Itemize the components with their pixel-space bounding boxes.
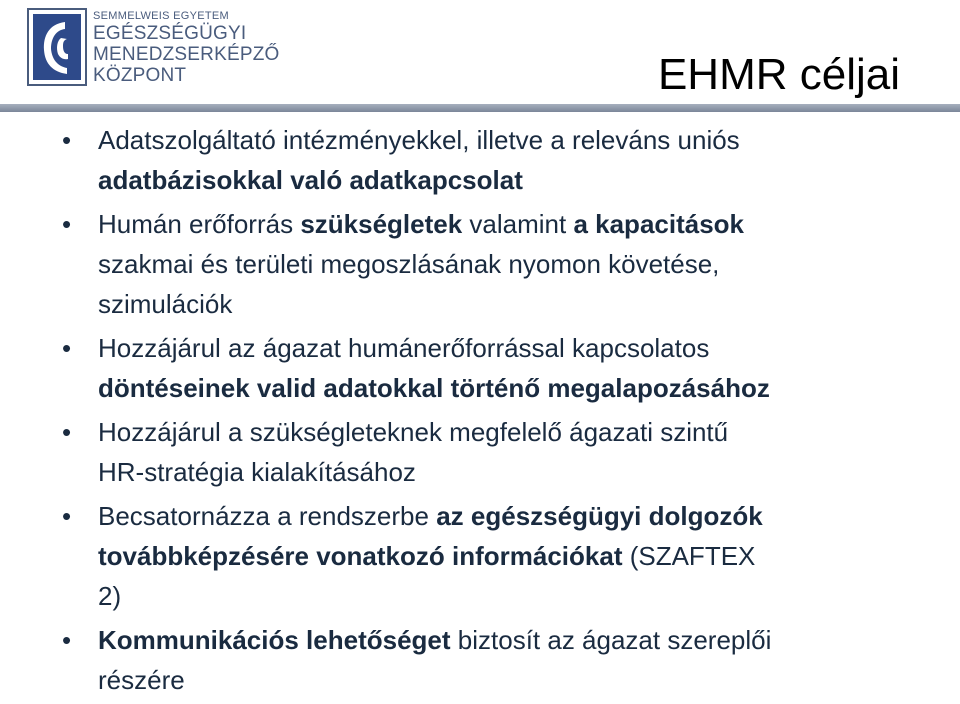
bullet-text: Humán erőforrás [98, 209, 301, 239]
bullet-line [98, 328, 942, 368]
bullet-line [98, 412, 942, 452]
bullet-text-bold: az egészségügyi dolgozók [436, 501, 763, 531]
bullet-item [62, 328, 942, 408]
bullet-line [98, 536, 942, 576]
logo-line-university: SEMMELWEIS EGYETEM [93, 10, 229, 22]
bullet-line [98, 660, 942, 700]
bullet-text-bold: döntéseinek valid adatokkal történő megalapozásához [98, 373, 770, 403]
bullet-line [98, 452, 942, 492]
bullet-marker: • [62, 417, 72, 447]
logo-line-center: KÖZPONT [93, 65, 187, 86]
bullet-line [98, 244, 942, 284]
bullet-text: valamint [462, 209, 574, 239]
bullet-item [62, 412, 942, 492]
logo [27, 8, 280, 88]
bullet-marker: • [62, 625, 72, 655]
bullet-line [98, 620, 942, 660]
bullet-marker: • [62, 125, 72, 155]
bullet-text: biztosít az ágazat szereplői [450, 625, 772, 655]
bullet-marker: • [62, 501, 72, 531]
logo-text [93, 10, 280, 86]
bullet-line [98, 576, 942, 616]
bullet-marker: • [62, 333, 72, 363]
header-divider [0, 104, 960, 112]
bullet-text: Hozzájárul az ágazat humánerőforrással kapcsolatos [98, 333, 710, 363]
bullet-text: szakmai és területi megoszlásának nyomon követése, [98, 249, 720, 279]
bullet-line [98, 120, 942, 160]
bullet-text: szimulációk [98, 289, 233, 319]
bullet-text: (SZAFTEX [622, 541, 756, 571]
bullet-text-bold: a kapacitások [573, 209, 745, 239]
bullet-marker: • [62, 209, 72, 239]
bullet-item [62, 204, 942, 324]
bullet-text: 2) [98, 581, 122, 611]
bullet-line [98, 284, 942, 324]
bullet-line [98, 496, 942, 536]
bullet-text: HR-stratégia kialakításához [98, 457, 416, 487]
semmelweis-logo-icon [27, 8, 87, 86]
bullet-text: részére [98, 665, 185, 695]
bullet-line [98, 204, 942, 244]
slide-title: EHMR céljai [657, 50, 900, 99]
bullet-item [62, 620, 942, 700]
bullet-item [62, 496, 942, 616]
logo-line-health: EGÉSZSÉGÜGYI [93, 23, 247, 44]
bullet-item [62, 120, 942, 200]
bullet-text: Adatszolgáltató intézményekkel, illetve a releváns uniós [98, 125, 740, 155]
bullet-text-bold: továbbképzésére vonatkozó információkat [98, 541, 623, 571]
bullet-text: Becsatornázza a rendszerbe [98, 501, 437, 531]
bullet-line [98, 368, 942, 408]
bullet-text-bold: szükségletek [300, 209, 463, 239]
logo-line-management: MENEDZSERKÉPZŐ [93, 44, 280, 65]
bullet-text-bold: adatbázisokkal való adatkapcsolat [98, 165, 523, 195]
bullet-list [62, 120, 942, 704]
bullet-text: Hozzájárul a szükségleteknek megfelelő ágazati szintű [98, 417, 729, 447]
bullet-text-bold: Kommunikációs lehetőséget [98, 625, 451, 655]
bullet-line [98, 160, 942, 200]
